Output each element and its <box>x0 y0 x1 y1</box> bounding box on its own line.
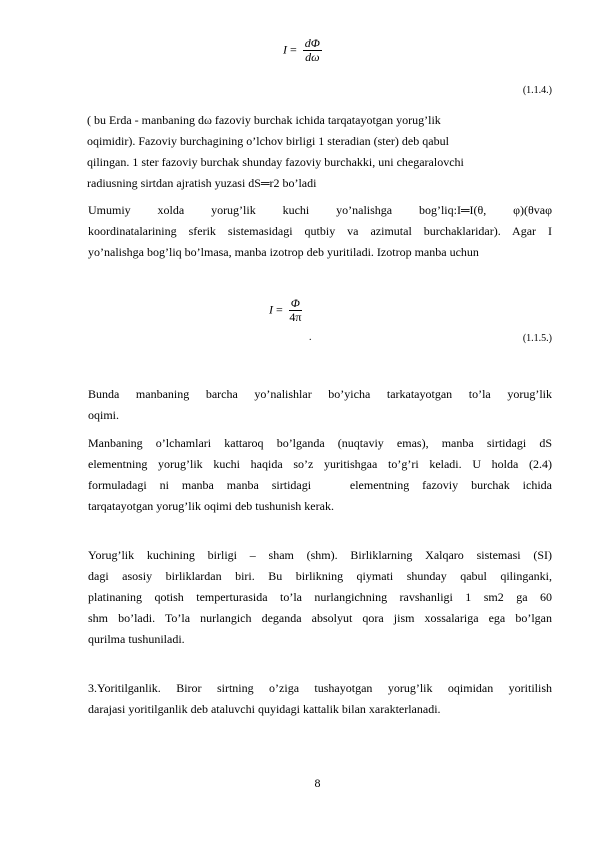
paragraph-1-line-4: radiusning sirtdan ajratish yuzasi dS═r2 bo’ladi <box>87 176 317 190</box>
paragraph-5-line-2: dagi asosiy birliklardan biri. Bu birlikning qiymati shunday qabul qilinganki, <box>88 569 552 583</box>
paragraph-6-line-2: darajasi yoritilganlik deb ataluvchi quyidagi kattalik bilan xarakterlanadi. <box>88 702 441 716</box>
paragraph-5-line-5: qurilma tushuniladi. <box>88 632 185 646</box>
formula-lhs: I <box>269 302 273 317</box>
paragraph-4-line-2: elementning yorug’lik kuchi haqida so’z yuritishgaa to’g’ri keladi. U holda (2.4) <box>88 457 552 471</box>
formula-dot: . <box>309 332 312 343</box>
paragraph-1 <box>87 110 551 194</box>
equation-number-1-1-4: (1.1.4.) <box>522 85 552 96</box>
formula-equals: = <box>290 42 297 57</box>
formula-equals: = <box>276 302 283 317</box>
formula-denominator: dω <box>305 50 320 64</box>
paragraph-1-line-1: ( bu Erda - manbaning dω fazoviy burchak ichida tarqatayotgan yorug’lik <box>87 113 441 127</box>
paragraph-1-line-3: qilingan. 1 ster fazoviy burchak shunday fazoviy burchakki, uni chegaralovchi <box>87 155 464 169</box>
paragraph-2-line-1: Umumiy xolda yorug’lik kuchi yo’nalishga bog’liq:I═I(θ, φ)(θvaφ <box>88 203 552 217</box>
paragraph-6 <box>88 678 552 720</box>
paragraph-1-line-2: oqimidir). Fazoviy burchagining o’lchov birligi 1 steradian (ster) deb qabul <box>87 134 449 148</box>
paragraph-2-line-3: yo’nalishga bog’liq bo’lmasa, manba izotrop deb yuritiladi. Izotrop manba uchun <box>88 245 479 259</box>
equation-number-1-1-5: (1.1.5.) <box>522 333 552 344</box>
paragraph-4-line-3: formuladagi ni manba manba sirtidagi elementning fazoviy burchak ichida <box>88 478 552 492</box>
formula-numerator: Φ <box>290 296 300 310</box>
paragraph-5-line-4: shm bo’ladi. To’la nurlangich deganda absolyut qora jism xossalariga ega bo’lgan <box>88 611 552 625</box>
paragraph-5-line-1: Yorug’lik kuchining birligi – sham (shm). Birliklarning Xalqaro sistemasi (SI) <box>88 548 552 562</box>
formula-fraction <box>303 37 322 64</box>
paragraph-3 <box>88 384 552 426</box>
formula-1-1-4 <box>283 37 322 64</box>
page-number: 8 <box>314 776 321 790</box>
paragraph-4-line-1: Manbaning o’lchamlari kattaroq bo’lganda (nuqtaviy emas), manba sirtidagi dS <box>88 436 552 450</box>
paragraph-3-line-2: oqimi. <box>88 408 120 422</box>
formula-numerator: dΦ <box>304 36 320 50</box>
paragraph-4-line-4: tarqatayotgan yorug’lik oqimi deb tushunish kerak. <box>88 499 334 513</box>
paragraph-6-line-1: 3.Yoritilganlik. Biror sirtning o’ziga tushayotgan yorug’lik oqimidan yoritilish <box>88 681 552 695</box>
formula-fraction <box>289 297 302 324</box>
paragraph-5 <box>88 545 552 650</box>
formula-lhs: I <box>283 42 287 57</box>
formula-denominator: 4π <box>289 310 302 324</box>
paragraph-4 <box>88 433 552 517</box>
paragraph-2 <box>88 200 552 263</box>
paragraph-5-line-3: platinaning qotish temperturasida to’la nurlangichning ravshanligi 1 sm2 ga 60 <box>88 590 552 604</box>
formula-1-1-5 <box>269 297 302 324</box>
paragraph-2-line-2: koordinatalarining sferik sistemasidagi qutbiy va azimutal burchaklaridar). Agar I <box>88 224 552 238</box>
paragraph-3-line-1: Bunda manbaning barcha yo’nalishlar bo’yicha tarkatayotgan to’la yorug’lik <box>88 387 552 401</box>
